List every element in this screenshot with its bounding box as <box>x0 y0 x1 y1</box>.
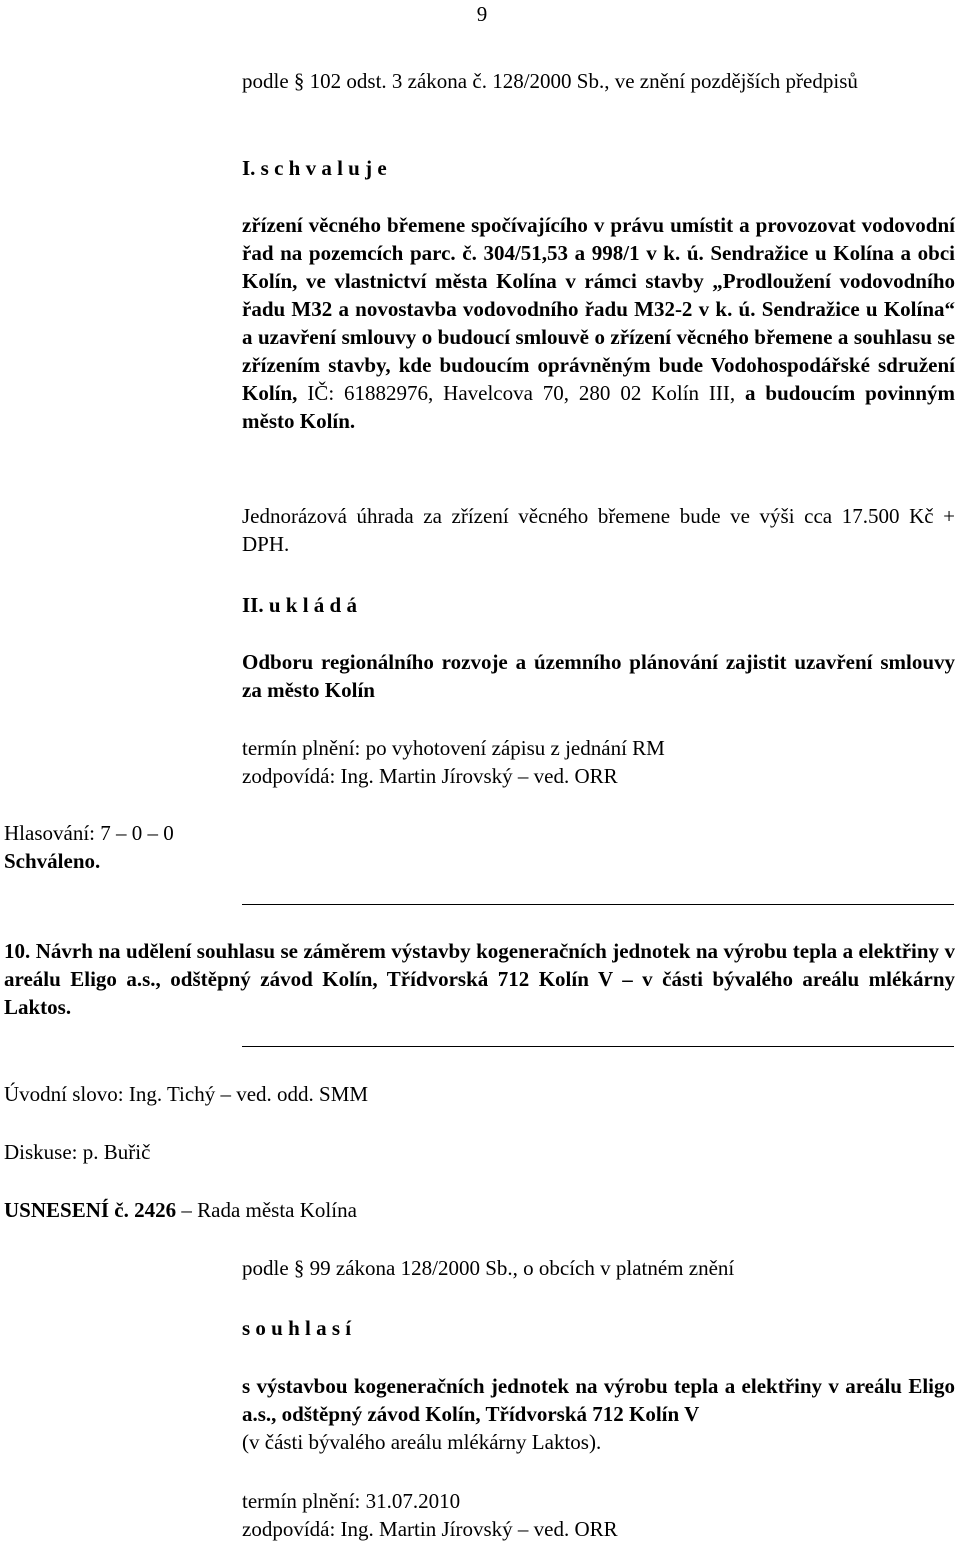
item10-number: 10. <box>4 939 31 963</box>
item9-instruct-text: Odboru regionálního rozvoje a územního plánování zajistit uzavření smlouvy za město Kolín <box>242 650 955 702</box>
item10-agree-text <box>242 1372 955 1456</box>
item9-approve-ico: IČ: 61882976, Havelcova 70, 280 02 Kolín III, <box>297 381 736 405</box>
item10-basis: podle § 99 zákona 128/2000 Sb., o obcích v platném znění <box>242 1256 735 1280</box>
approved-label: Schváleno. <box>4 849 101 873</box>
separator-line <box>242 904 954 905</box>
item9-basis: podle § 102 odst. 3 zákona č. 128/2000 Sb., ve znění pozdějších předpisů <box>242 69 858 93</box>
item9-payment: Jednorázová úhrada za zřízení věcného břemene bude ve výši cca 17.500 Kč + DPH. <box>242 504 955 556</box>
page-number: 9 <box>476 2 488 26</box>
item9-approve-obligated: a budoucím povinným město Kolín. <box>242 381 956 433</box>
item9-approve-text <box>242 211 955 435</box>
item10-responsible: zodpovídá: Ing. Martin Jírovský – ved. ORR <box>242 1517 618 1541</box>
vote-result: Hlasování: 7 – 0 – 0 <box>4 821 174 845</box>
item10-agree-note: (v části bývalého areálu mlékárny Laktos). <box>242 1430 602 1454</box>
item9-approve-heading: I. s c h v a l u j e <box>242 156 387 180</box>
item10-title <box>4 937 955 1021</box>
item10-intro: Úvodní slovo: Ing. Tichý – ved. odd. SMM <box>4 1082 369 1106</box>
item10-title-text: Návrh na udělení souhlasu se záměrem výstavby kogeneračních jednotek na výrobu tepla a elektřiny v areálu Eligo a.s., odštěpný závod Kolín, Třídvorská 712 Kolín V – v části bývalého areálu mlékárny Laktos. <box>4 939 956 1019</box>
item10-agree-bold: s výstavbou kogeneračních jednotek na výrobu tepla a elektřiny v areálu Eligo a.s., odštěpný závod Kolín, Třídvorská 712 Kolín V <box>242 1374 955 1426</box>
item10-resolution <box>4 1196 357 1224</box>
item9-responsible: zodpovídá: Ing. Martin Jírovský – ved. ORR <box>242 764 618 788</box>
item9-instruct-heading: II. u k l á d á <box>242 593 357 617</box>
item9-deadline: termín plnění: po vyhotovení zápisu z jednání RM <box>242 736 665 760</box>
item10-agree-heading: s o u h l a s í <box>242 1316 352 1340</box>
separator-line <box>242 1046 954 1047</box>
item10-deadline: termín plnění: 31.07.2010 <box>242 1489 461 1513</box>
item9-approve-bold: zřízení věcného břemene spočívajícího v právu umístit a provozovat vodovodní řad na pozemcích parc. č. 304/51,53 a 998/1 v k. ú. Sendražice u Kolína a obci Kolín, ve vlastnictví města Kolína v rámci stavby „Prodloužení vodovodního řadu M32 a novostavba vodovodního řadu M32-2 v k. ú. Sendražice u Kolína“ a uzavření smlouvy o budoucí smlouvě o zřízení věcného břemene a souhlasu se zřízením stavby, kde budoucím oprávněným bude Vodohospodářské sdružení Kolín, <box>242 213 955 405</box>
resolution-label: USNESENÍ č. 2426 <box>4 1198 177 1222</box>
item10-discussion: Diskuse: p. Buřič <box>4 1140 151 1164</box>
resolution-body: – Rada města Kolína <box>176 1198 357 1222</box>
